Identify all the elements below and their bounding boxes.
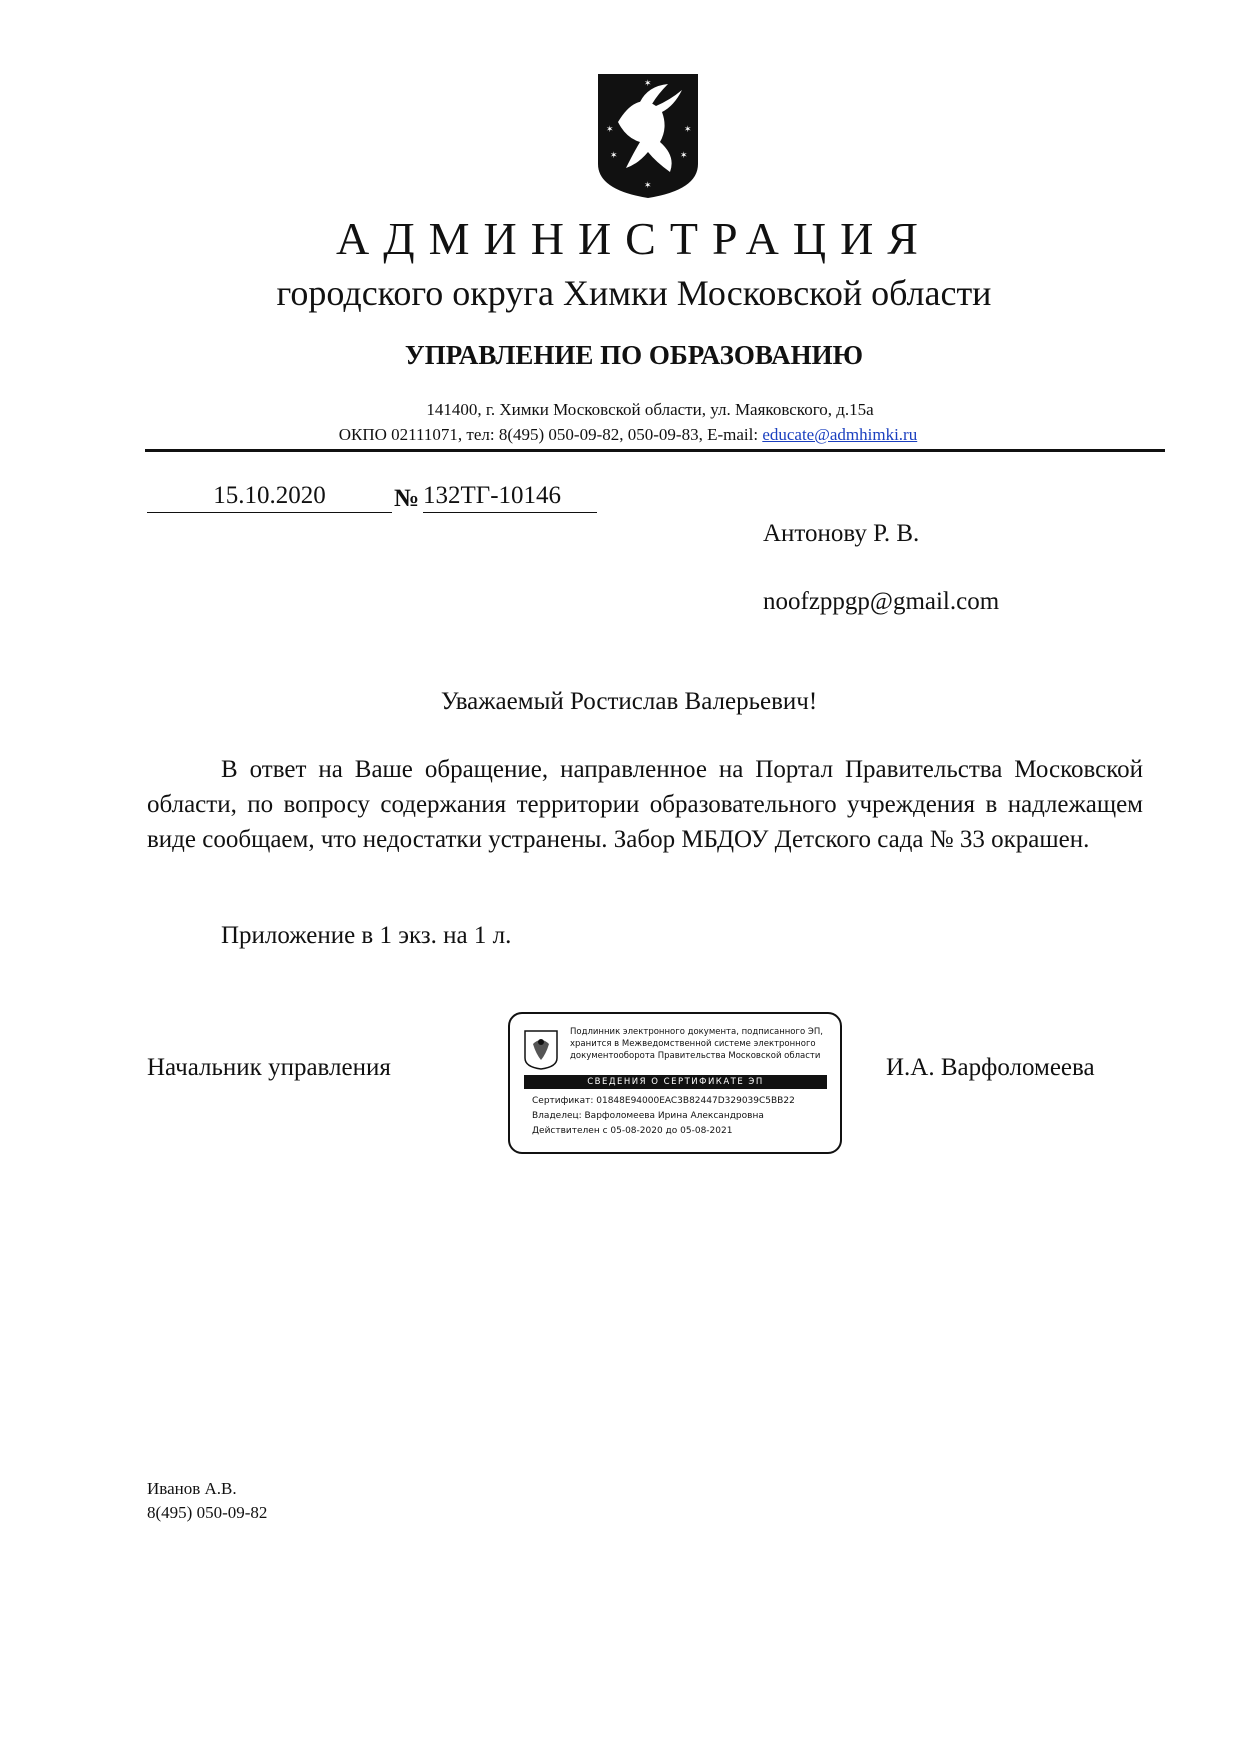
svg-text:✶: ✶ [610,151,618,161]
executor-name: Иванов А.В. [147,1479,237,1498]
coat-of-arms-emblem [596,72,700,200]
stamp-validity: Действителен с 05-08-2020 до 05-08-2021 [532,1126,733,1136]
svg-text:✶: ✶ [644,79,652,89]
electronic-signature-stamp [508,1012,842,1154]
executor-phone: 8(495) 050-09-82 [147,1503,268,1522]
salutation: Уважаемый Ростислав Валерьевич! [440,688,818,715]
attachment-note: Приложение в 1 экз. на 1 л. [221,922,512,949]
organization-contacts [0,425,1240,445]
region-emblem-icon [524,1030,558,1070]
document-date: 15.10.2020 [147,482,392,513]
number-sign: № [394,485,420,512]
executor-info [147,1477,267,1525]
organization-email-link[interactable]: educate@admhimki.ru [762,425,918,444]
department-name: УПРАВЛЕНИЕ ПО ОБРАЗОВАНИЮ [404,340,864,370]
svg-text:✶: ✶ [684,125,692,135]
stamp-header: СВЕДЕНИЯ О СЕРТИФИКАТЕ ЭП [524,1075,827,1089]
document-number: 132ТГ-10146 [423,482,597,513]
recipient-email: noofzppgp@gmail.com [763,588,1000,615]
organization-title: АДМИНИСТРАЦИЯ [336,213,932,264]
recipient-name: Антонову Р. В. [763,520,920,547]
signer-position: Начальник управления [147,1054,391,1081]
svg-text:✶: ✶ [606,125,614,135]
svg-text:✶: ✶ [644,181,652,191]
stamp-note: Подлинник электронного документа, подписанного ЭП, хранится в Межведомственной системе электронного документооборота Правительства Московской области [570,1027,823,1061]
contacts-text: ОКПО 02111071, тел: 8(495) 050-09-82, 050-09-83, E-mail: [338,425,763,444]
letter-body: В ответ на Ваше обращение, направленное на Портал Правительства Московской области, по вопросу содержания территории образовательного учреждения в надлежащем виде сообщаем, что недостатки устранены. Забор МБДОУ Детского сада № 33 окрашен. [147,756,1143,853]
organization-subtitle: городского округа Химки Московской области [276,273,992,313]
svg-text:✶: ✶ [680,151,688,161]
organization-address: 141400, г. Химки Московской области, ул. Маяковского, д.15а [426,400,874,419]
letterhead-divider [145,449,1165,452]
stamp-owner: Владелец: Варфоломеева Ирина Александровна [532,1111,764,1121]
signer-name: И.А. Варфоломеева [886,1054,1095,1081]
stamp-certificate: Сертификат: 01848E94000EAC3B82447D329039C5BB22 [532,1096,795,1106]
